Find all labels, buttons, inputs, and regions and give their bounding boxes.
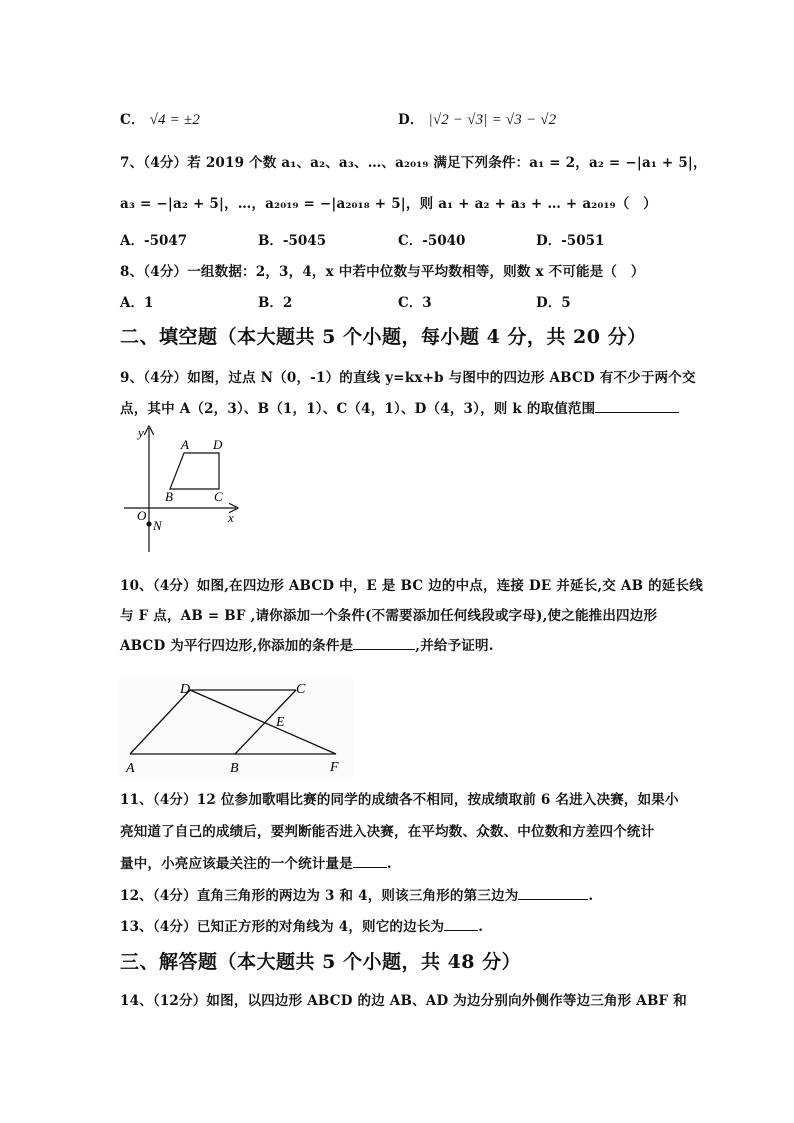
q13-text: 13、（4分）已知正方形的对角线为 4，则它的边长为 [120,919,445,935]
q6-option-d-expr: |√2 − √3| = √3 − √2 [428,112,557,128]
q9-answer-blank[interactable] [595,398,679,413]
q10-line1: 10、（4分）如图,在四边形 ABCD 中，E 是 BC 边的中点，连接 DE 并延长,交 AB 的延长线 [120,578,703,594]
point-f-label: F [330,760,339,775]
quadrilateral-abcd [170,453,219,489]
q13-answer-blank[interactable] [444,916,478,931]
q11-answer-blank[interactable] [353,853,387,868]
q10-figure [118,678,353,778]
q10-line3-text: ABCD 为平行四边形,你添加的条件是 [120,638,354,654]
q6-option-c-expr: √4 = ±2 [149,112,201,128]
y-axis-label: y [138,425,144,440]
q11-line2: 亮知道了自己的成绩后，要判断能否进入决赛，在平均数、众数、中位数和方差四个统计 [120,824,655,840]
point-d-label: D [213,437,223,452]
q12-answer-blank[interactable] [518,885,588,900]
point-d-label: D [180,682,191,697]
point-b-label: B [165,489,173,504]
q11-line3-text: 量中，小亮应该最关注的一个统计量是 [120,856,353,872]
point-e-label: E [276,715,285,730]
q11-line1: 11、（4分）12 位参加歌唱比赛的同学的成绩各不相同，按成绩取前 6 名进入决赛，如果小 [120,792,679,808]
q7-line1: 7、（4分）若 2019 个数 a₁、a₂、a₃、…、a₂₀₁₉ 满足下列条件：a₁ = 2，a₂ = −|a₁ + 5|， [120,155,707,171]
q6-option-c [120,108,200,129]
q10-line3-end: ,并给予证明. [415,638,494,654]
origin-label: O [137,508,147,523]
q8-option-c: C．3 [398,295,432,311]
point-b-label: B [230,761,239,776]
q7-option-b: B．-5045 [258,233,327,249]
q8-line1: 8、（4分）一组数据：2，3，4，x 中若中位数与平均数相等，则数 x 不可能是（ ） [120,264,645,280]
section3-heading: 三、解答题（本大题共 5 个小题，共 48 分） [120,951,522,973]
q9-figure [118,420,248,555]
section2-heading: 二、填空题（本大题共 5 个小题，每小题 4 分，共 20 分） [120,326,647,348]
q14-line1: 14、（12分）如图，以四边形 ABCD 的边 AB、AD 为边分别向外侧作等边三角形 ABF 和 [120,993,687,1009]
point-a-label: A [181,437,189,452]
q8-option-d: D．5 [536,295,571,311]
point-a-label: A [126,761,135,776]
q13-line [120,915,483,935]
q8-option-b: B．2 [258,295,293,311]
q12-line [120,884,593,904]
q12-text: 12、（4分）直角三角形的两边为 3 和 4，则该三角形的第三边为 [120,888,519,904]
q6-option-c-label: C． [120,112,145,128]
q6-option-d-label: D． [398,112,424,128]
point-c-label: C [214,489,223,504]
q13-end: . [478,919,484,935]
q6-option-d [398,108,556,129]
q12-end: . [588,888,594,904]
point-c-label: C [296,682,306,697]
q10-answer-blank[interactable] [353,635,415,650]
q8-option-a: A．1 [120,295,154,311]
q7-option-a: A．-5047 [120,233,188,249]
q7-option-c: C．-5040 [398,233,466,249]
x-axis-label: x [228,510,234,525]
q11-line3 [120,852,392,872]
point-n [146,521,151,526]
q9-line2 [120,397,679,417]
point-n-label: N [153,518,162,533]
q9-line1: 9、（4分）如图，过点 N（0，-1）的直线 y=kx+b 与图中的四边形 ABCD 有不少于两个交 [120,370,696,386]
q7-line2: a₃ = −|a₂ + 5|，…，a₂₀₁₉ = −|a₂₀₁₈ + 5|，则 a₁ + a₂ + a₃ + … + a₂₀₁₉（ ） [120,196,657,212]
q9-line2-text: 点，其中 A（2，3）、B（1，1）、C（4，1）、D（4，3），则 k 的取值范围 [120,401,596,417]
q10-line3 [120,634,494,654]
q11-line3-end: . [386,856,392,872]
q7-option-d: D．-5051 [536,233,605,249]
q10-line2: 与 F 点，AB = BF ,请你添加一个条件(不需要添加任何线段或字母),使之能推出四边形 [120,608,658,624]
